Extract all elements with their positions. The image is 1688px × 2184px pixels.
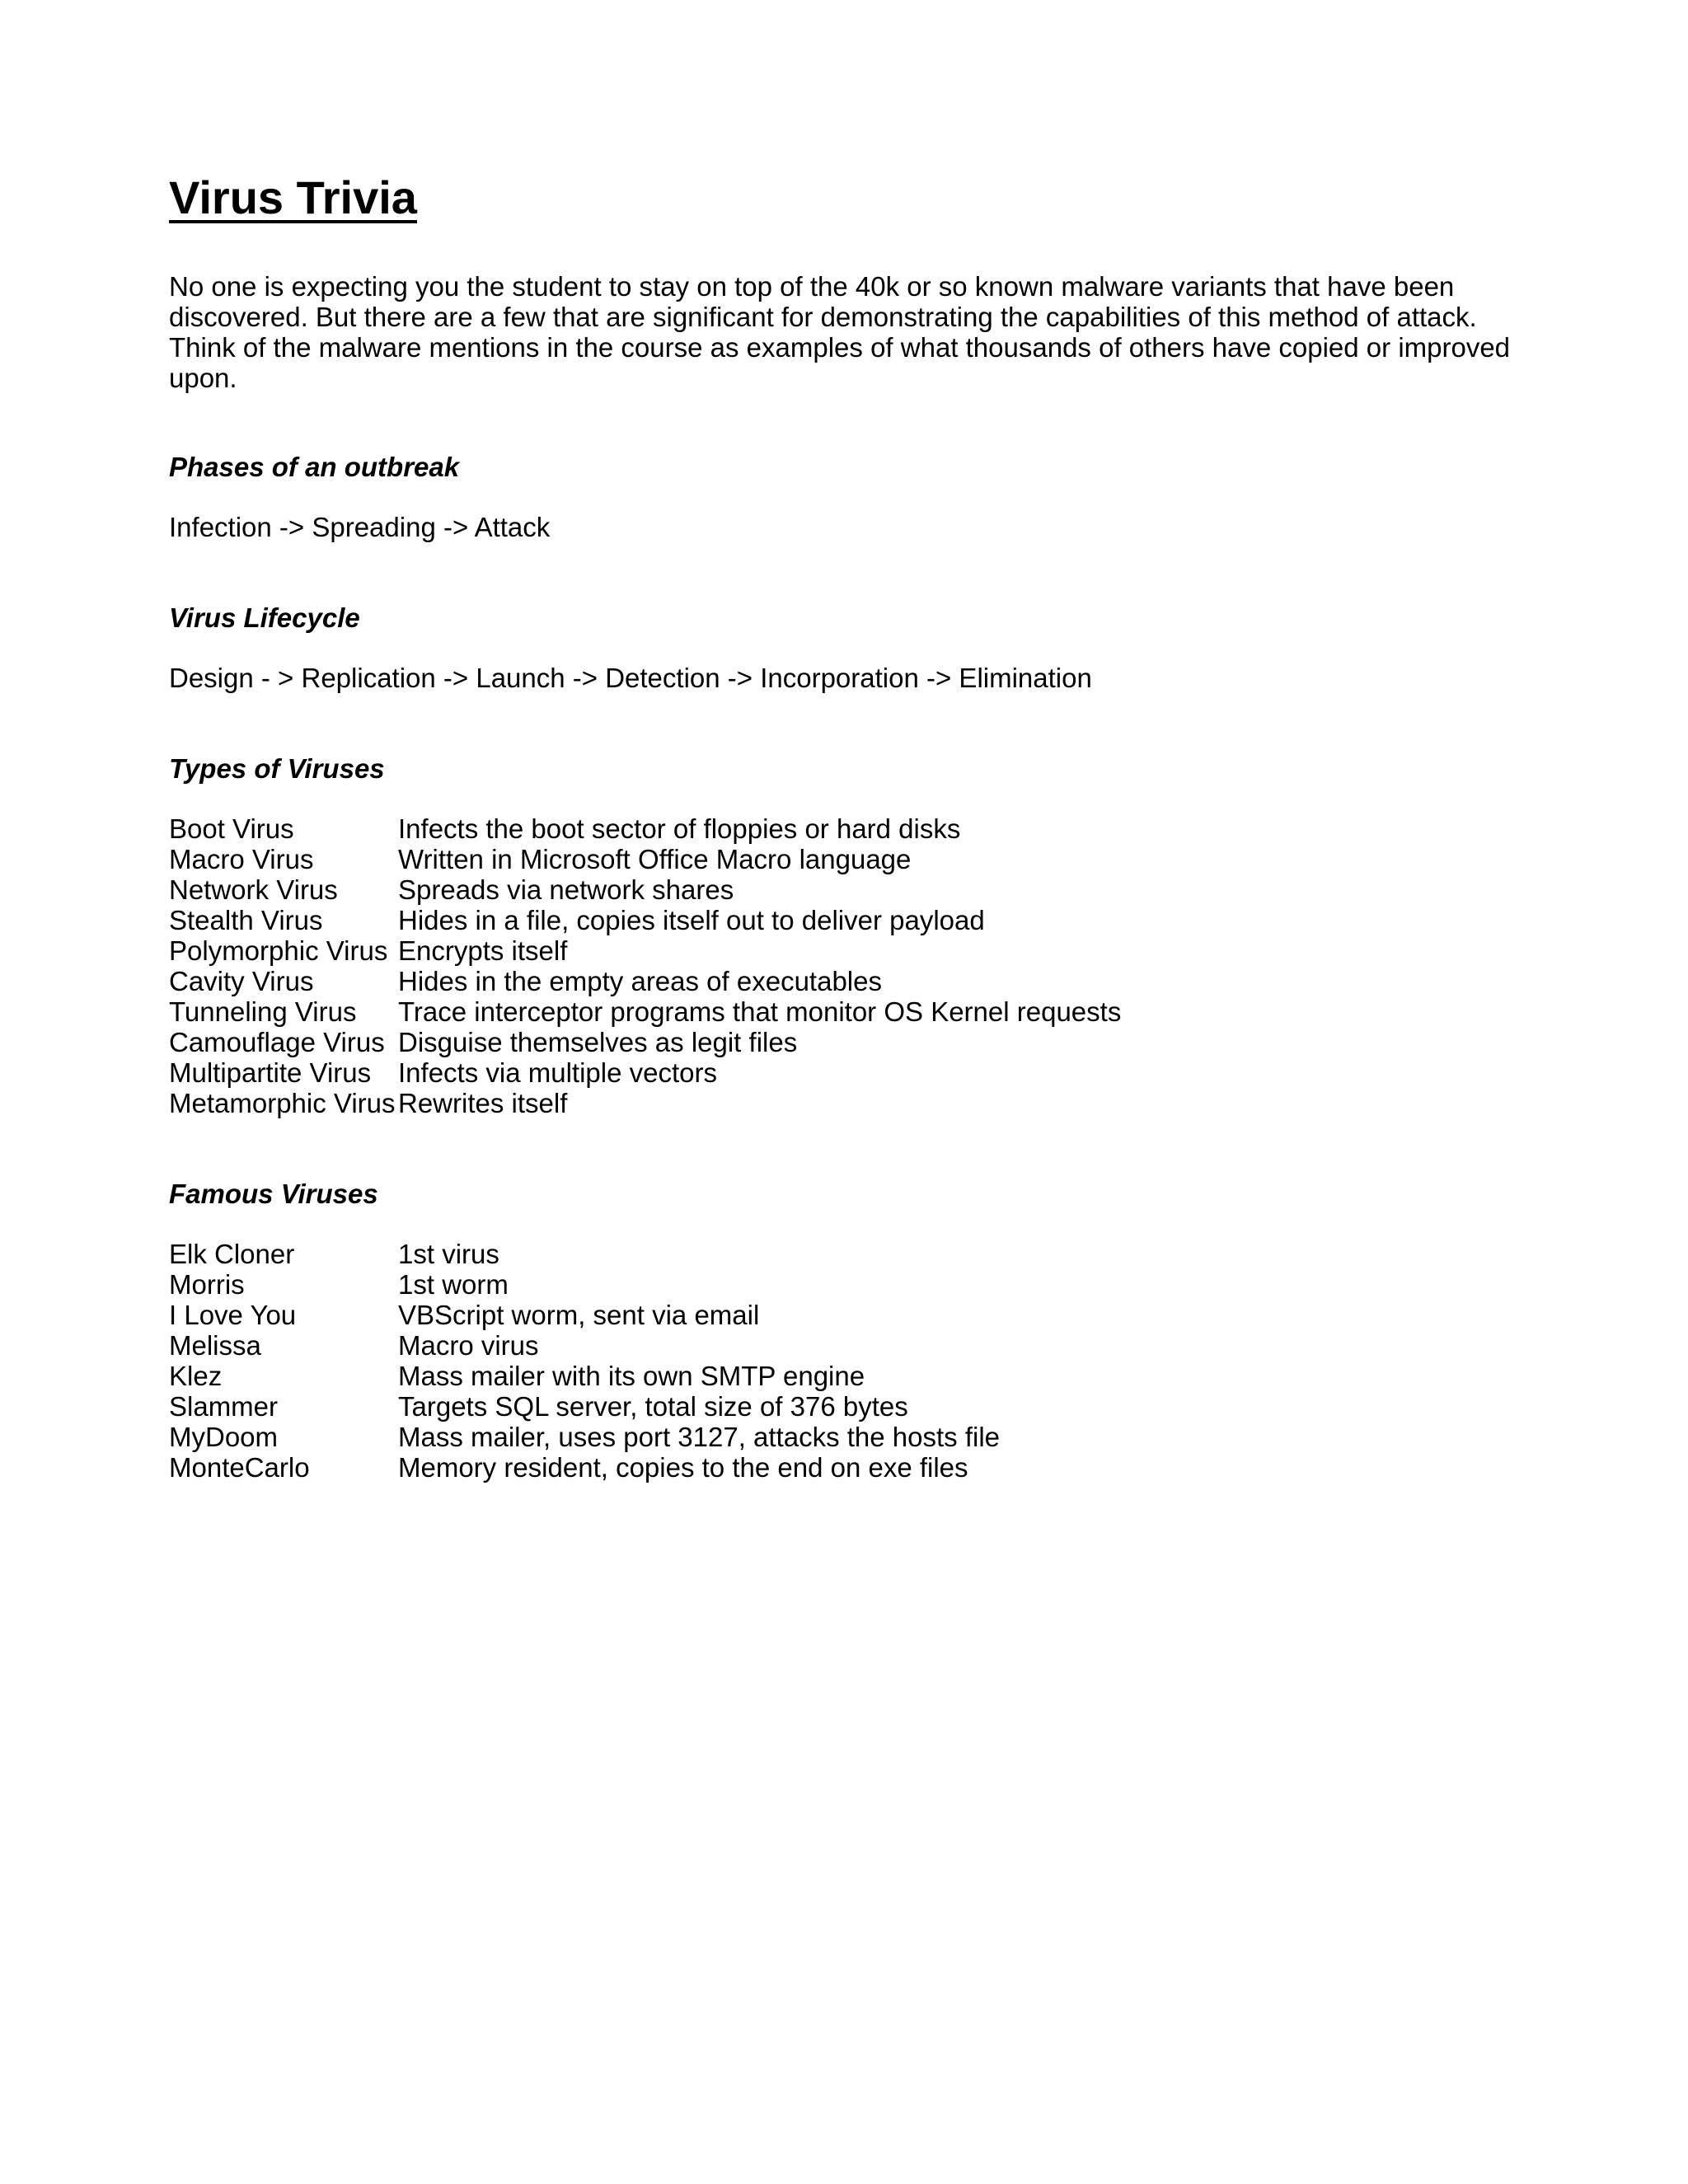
- virus-type-description: Hides in a file, copies itself out to deliver payload: [398, 905, 985, 935]
- table-row: [169, 1269, 1521, 1300]
- virus-name: MonteCarlo: [169, 1452, 310, 1483]
- document-page: [169, 169, 1521, 1483]
- virus-type-name: Network Virus: [169, 874, 338, 905]
- virus-type-description: Infects via multiple vectors: [398, 1057, 717, 1088]
- virus-description: Mass mailer with its own SMTP engine: [398, 1361, 865, 1391]
- virus-type-name: Polymorphic Virus: [169, 935, 388, 966]
- lifecycle-text: Design - > Replication -> Launch -> Detection -> Incorporation -> Elimination: [169, 663, 1092, 693]
- table-row: [169, 905, 1521, 935]
- virus-type-description: Infects the boot sector of floppies or hard disks: [398, 813, 961, 844]
- table-row: [169, 1027, 1521, 1057]
- virus-type-description: Disguise themselves as legit files: [398, 1027, 798, 1057]
- virus-type-name: Cavity Virus: [169, 966, 314, 996]
- virus-name: I Love You: [169, 1300, 297, 1330]
- lifecycle-heading: Virus Lifecycle: [169, 602, 360, 633]
- table-row: [169, 1088, 1521, 1118]
- types-section: [169, 752, 1521, 1118]
- phases-text: Infection -> Spreading -> Attack: [169, 512, 551, 542]
- table-row: [169, 1452, 1521, 1483]
- virus-type-name: Multipartite Virus: [169, 1057, 372, 1088]
- table-row: [169, 1361, 1521, 1391]
- famous-table: [169, 1239, 1521, 1483]
- table-row: [169, 1057, 1521, 1088]
- virus-name: Melissa: [169, 1330, 261, 1361]
- table-row: [169, 996, 1521, 1027]
- phases-heading: Phases of an outbreak: [169, 452, 460, 482]
- page-title: Virus Trivia: [169, 171, 417, 223]
- types-table: [169, 813, 1521, 1118]
- virus-description: Mass mailer, uses port 3127, attacks the hosts file: [398, 1422, 1001, 1452]
- virus-type-name: Metamorphic Virus: [169, 1088, 396, 1118]
- virus-description: Memory resident, copies to the end on exe files: [398, 1452, 968, 1483]
- virus-type-description: Spreads via network shares: [398, 874, 734, 905]
- table-row: [169, 935, 1521, 966]
- virus-name: Morris: [169, 1269, 245, 1300]
- famous-heading: Famous Viruses: [169, 1179, 378, 1209]
- virus-type-name: Stealth Virus: [169, 905, 323, 935]
- famous-section: [169, 1178, 1521, 1483]
- virus-type-name: Camouflage Virus: [169, 1027, 385, 1057]
- virus-type-name: Tunneling Virus: [169, 996, 357, 1027]
- intro-paragraph: No one is expecting you the student to stay on top of the 40k or so known malware variants that have been discovered. But there are a few that are significant for demonstrating the capabilities of this method of attack. Think of the malware mentions in the course as examples of what thousands of others have copied or improved upon.: [169, 271, 1511, 393]
- virus-type-name: Macro Virus: [169, 844, 314, 874]
- lifecycle-section: [169, 602, 1521, 693]
- virus-type-description: Hides in the empty areas of executables: [398, 966, 882, 996]
- virus-name: MyDoom: [169, 1422, 279, 1452]
- table-row: [169, 1422, 1521, 1452]
- table-row: [169, 966, 1521, 996]
- table-row: [169, 1391, 1521, 1422]
- phases-section: [169, 451, 1521, 542]
- virus-description: 1st worm: [398, 1269, 509, 1300]
- table-row: [169, 1239, 1521, 1269]
- virus-name: Slammer: [169, 1391, 279, 1422]
- table-row: [169, 1330, 1521, 1361]
- table-row: [169, 813, 1521, 844]
- types-heading: Types of Viruses: [169, 753, 385, 784]
- virus-description: Targets SQL server, total size of 376 bytes: [398, 1391, 908, 1422]
- virus-type-description: Written in Microsoft Office Macro language: [398, 844, 912, 874]
- table-row: [169, 874, 1521, 905]
- virus-type-description: Trace interceptor programs that monitor OS Kernel requests: [398, 996, 1122, 1027]
- table-row: [169, 1300, 1521, 1330]
- virus-type-description: Rewrites itself: [398, 1088, 568, 1118]
- virus-name: Elk Cloner: [169, 1239, 295, 1269]
- virus-description: 1st virus: [398, 1239, 499, 1269]
- virus-name: Klez: [169, 1361, 223, 1391]
- virus-type-name: Boot Virus: [169, 813, 294, 844]
- table-row: [169, 844, 1521, 874]
- virus-description: VBScript worm, sent via email: [398, 1300, 760, 1330]
- virus-description: Macro virus: [398, 1330, 539, 1361]
- virus-type-description: Encrypts itself: [398, 935, 568, 966]
